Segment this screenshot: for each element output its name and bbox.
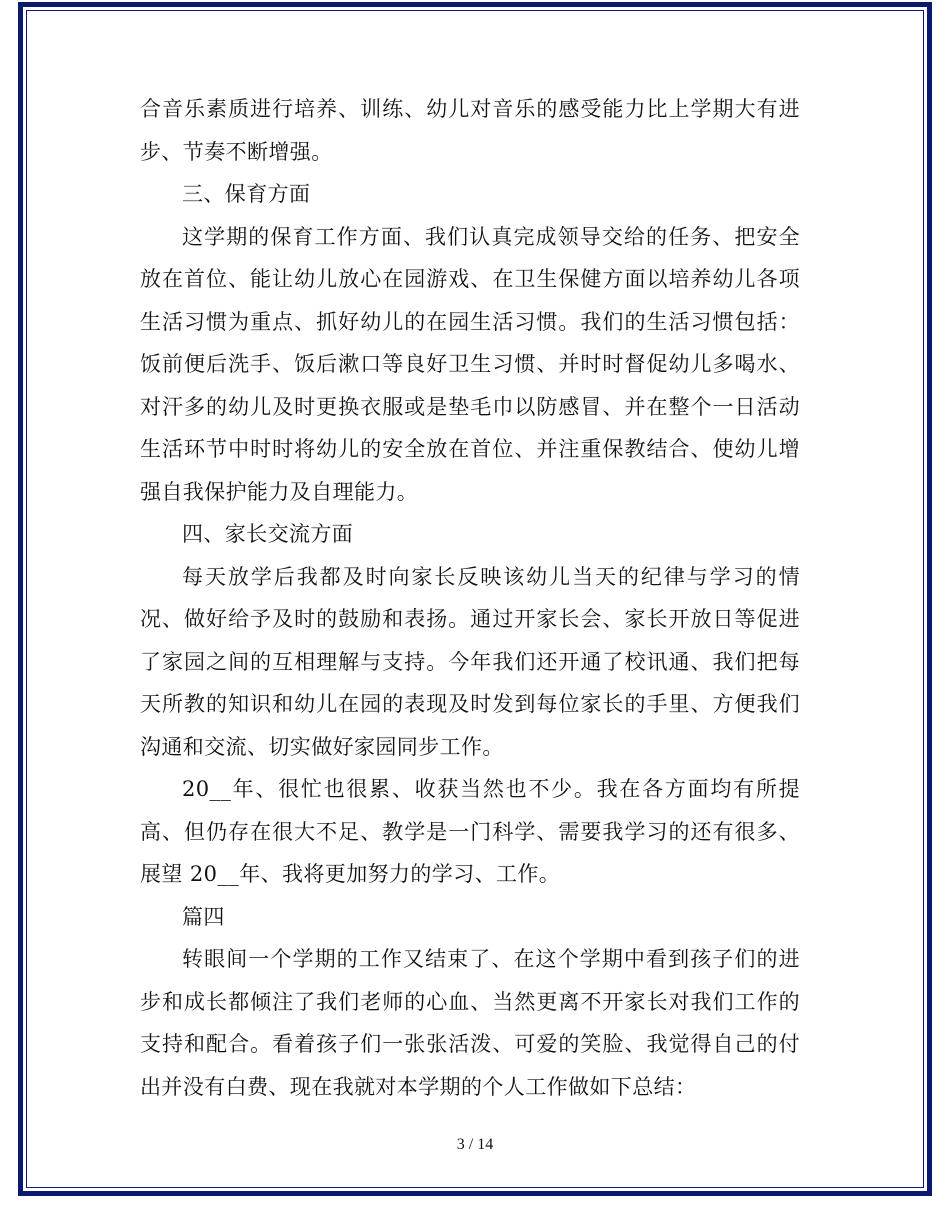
page-number: 3 / 14 bbox=[456, 1136, 494, 1153]
heading-part-four: 篇四 bbox=[182, 904, 225, 929]
paragraph-parent-communication: 每天放学后我都及时向家长反映该幼儿当天的纪律与学习的情况、做好给予及时的鼓励和表扬。通过开家长会、家长开放日等促进了家园之间的互相理解与支持。今年我们还开通了校讯通、我们把每天所教的知识和幼儿在园的表现及时发到每位家长的手里、方便我们沟通和交流、切实做好家园同步工作。 bbox=[140, 564, 800, 759]
heading-parent-communication: 四、家长交流方面 bbox=[182, 522, 354, 546]
heading-childcare: 三、保育方面 bbox=[182, 182, 311, 206]
document-body bbox=[140, 88, 800, 1108]
paragraph-childcare: 这学期的保育工作方面、我们认真完成领导交给的任务、把安全放在首位、能让幼儿放心在园游戏、在卫生保健方面以培养幼儿各项生活习惯为重点、抓好幼儿的在园生活习惯。我们的生活习惯包括：饭前便后洗手、饭后漱口等良好卫生习惯、并时时督促幼儿多喝水、对汗多的幼儿及时更换衣服或是垫毛巾以防感冒、并在整个一日活动生活环节中时时将幼儿的安全放在首位、并注重保教结合、使幼儿增强自我保护能力及自理能力。 bbox=[140, 224, 800, 504]
paragraph-music-continuation: 合音乐素质进行培养、训练、幼儿对音乐的感受能力比上学期大有进步、节奏不断增强。 bbox=[140, 97, 800, 164]
paragraph-semester-summary: 转眼间一个学期的工作又结束了、在这个学期中看到孩子们的进步和成长都倾注了我们老师的心血、当然更离不开家长对我们工作的支持和配合。看着孩子们一张张活泼、可爱的笑脸、我觉得自己的付出并没有白费、现在我就对本学期的个人工作做如下总结： bbox=[140, 947, 800, 1099]
paragraph-year-summary: 20__年、很忙也很累、收获当然也不少。我在各方面均有所提高、但仍存在很大不足、教学是一门科学、需要我学习的还有很多、展望 20__年、我将更加努力的学习、工作。 bbox=[140, 777, 800, 886]
